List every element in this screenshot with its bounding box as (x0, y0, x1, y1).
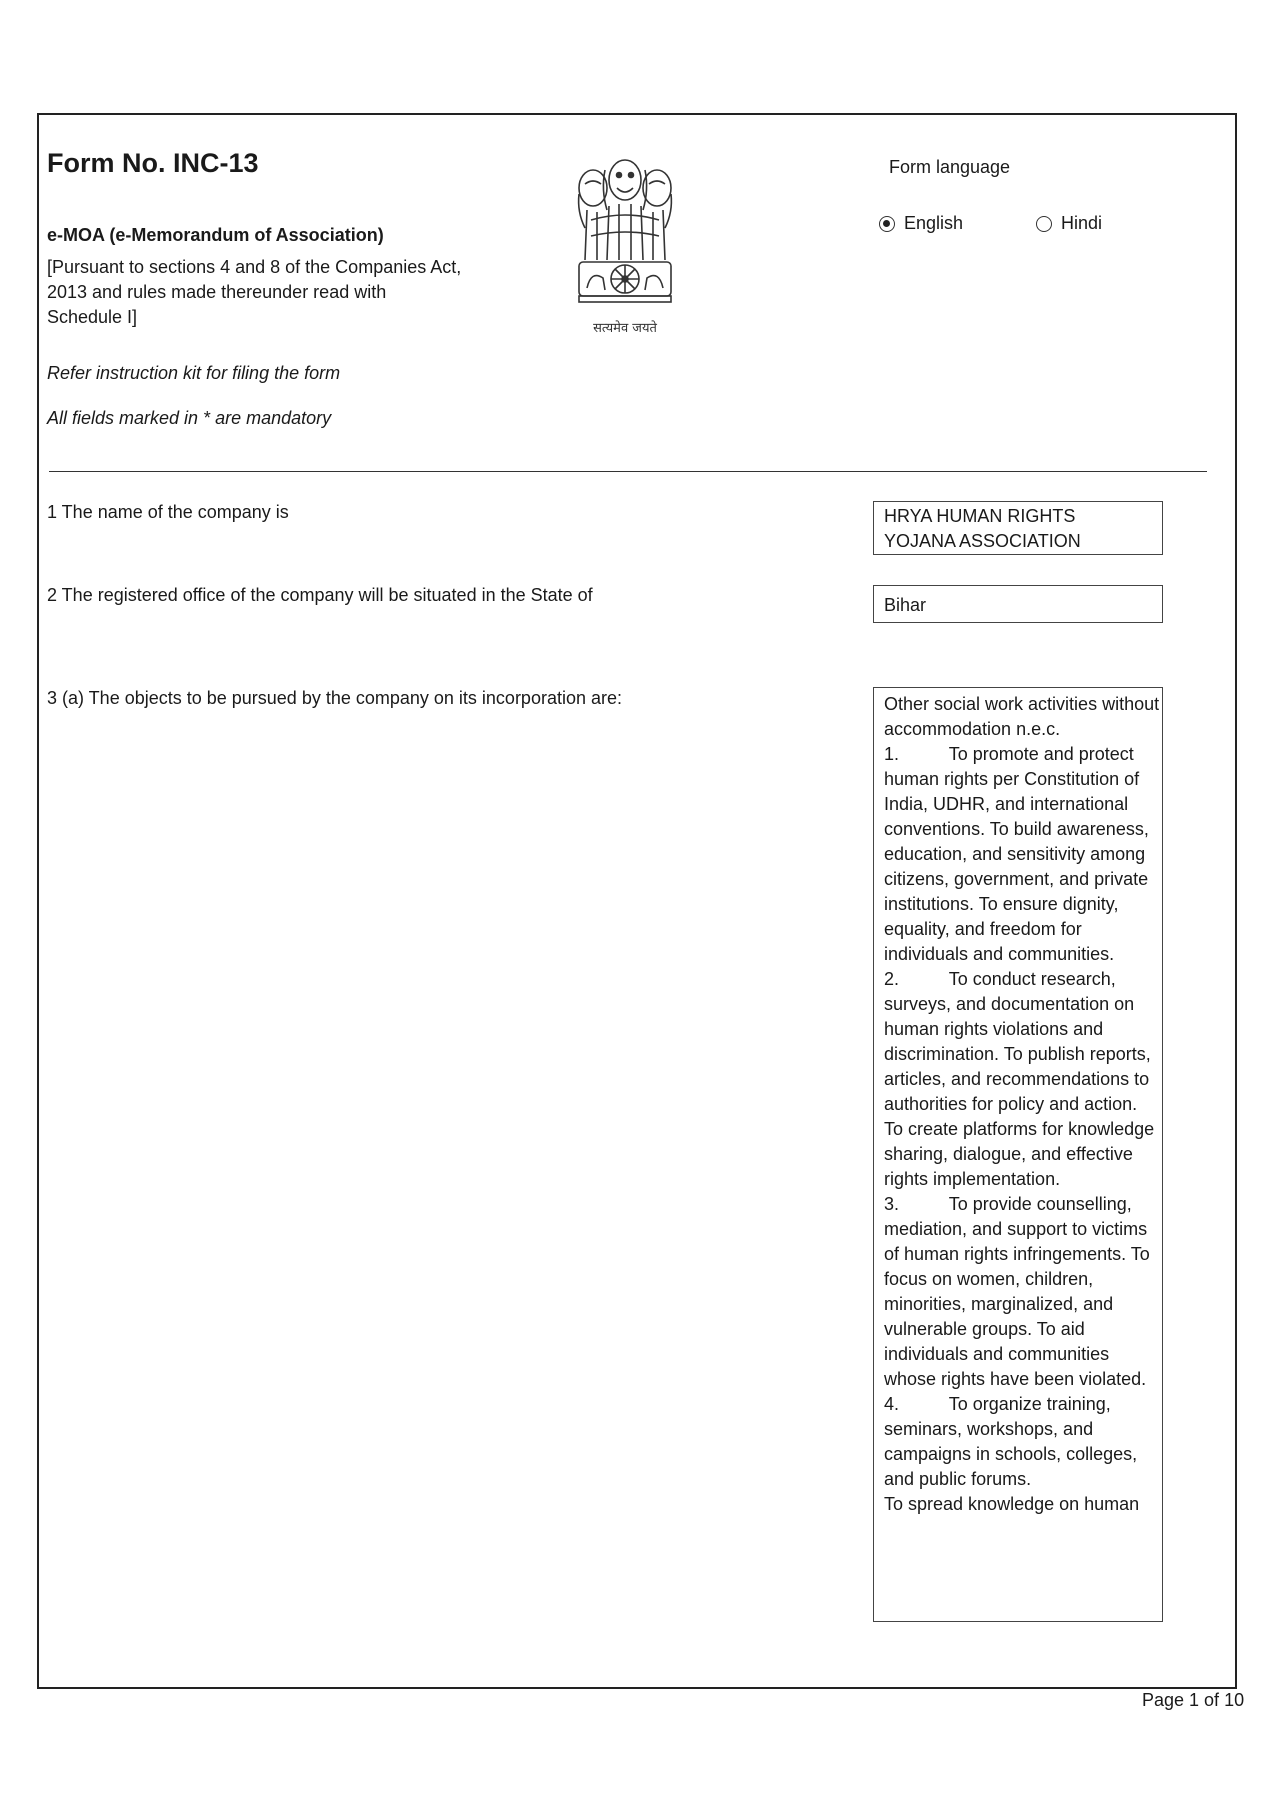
language-option-hindi[interactable] (1036, 213, 1102, 234)
company-name-field[interactable]: HRYA HUMAN RIGHTS YOJANA ASSOCIATION (873, 501, 1163, 555)
language-option-label: Hindi (1061, 213, 1103, 233)
radio-selected-icon[interactable] (879, 216, 895, 232)
radio-unselected-icon[interactable] (1036, 216, 1052, 232)
section-divider (49, 471, 1207, 472)
emblem-motto: सत्यमेव जयते (593, 321, 657, 336)
state-emblem-icon (565, 150, 685, 342)
pursuant-text: [Pursuant to sections 4 and 8 of the Companies Act, 2013 and rules made thereunder read with Schedule I] (47, 257, 462, 327)
mandatory-note: All fields marked in * are mandatory (47, 408, 332, 428)
registered-state-label: 2 The registered office of the company will be situated in the State of (47, 585, 593, 605)
form-language-label: Form language (889, 157, 1011, 177)
registered-state-field[interactable]: Bihar (873, 585, 1163, 623)
objects-label: 3 (a) The objects to be pursued by the company on its incorporation are: (47, 688, 622, 708)
page-number: Page 1 of 10 (1142, 1690, 1245, 1710)
instruction-note: Refer instruction kit for filing the form (47, 363, 341, 383)
form-number: Form No. INC-13 (47, 148, 259, 178)
objects-field[interactable]: Other social work activities without accommodation n.e.c. 1. To promote and protect human rights per Constitution of India, UDHR, and international conventions. To build awareness, education, and sensitivity among citizens, government, and private institutions. To ensure dignity, equality, and freedom for individuals and communities. 2. To conduct research, surveys, and documentation on human rights violations and discrimination. To publish reports, articles, and recommendations to authorities for policy and action. To create platforms for knowledge sharing, dialogue, and effective rights implementation. 3. To provide counselling, mediation, and support to victims of human rights infringements. To focus on women, children, minorities, marginalized, and vulnerable groups. To aid individuals and communities whose rights have been violated. 4. To organize training, seminars, workshops, and campaigns in schools, colleges, and public forums. To spread knowledge on human (873, 687, 1163, 1622)
language-option-english[interactable] (879, 213, 963, 234)
form-title: e-MOA (e-Memorandum of Association) (47, 225, 384, 245)
language-option-label: English (904, 213, 964, 233)
company-name-label: 1 The name of the company is (47, 502, 289, 522)
